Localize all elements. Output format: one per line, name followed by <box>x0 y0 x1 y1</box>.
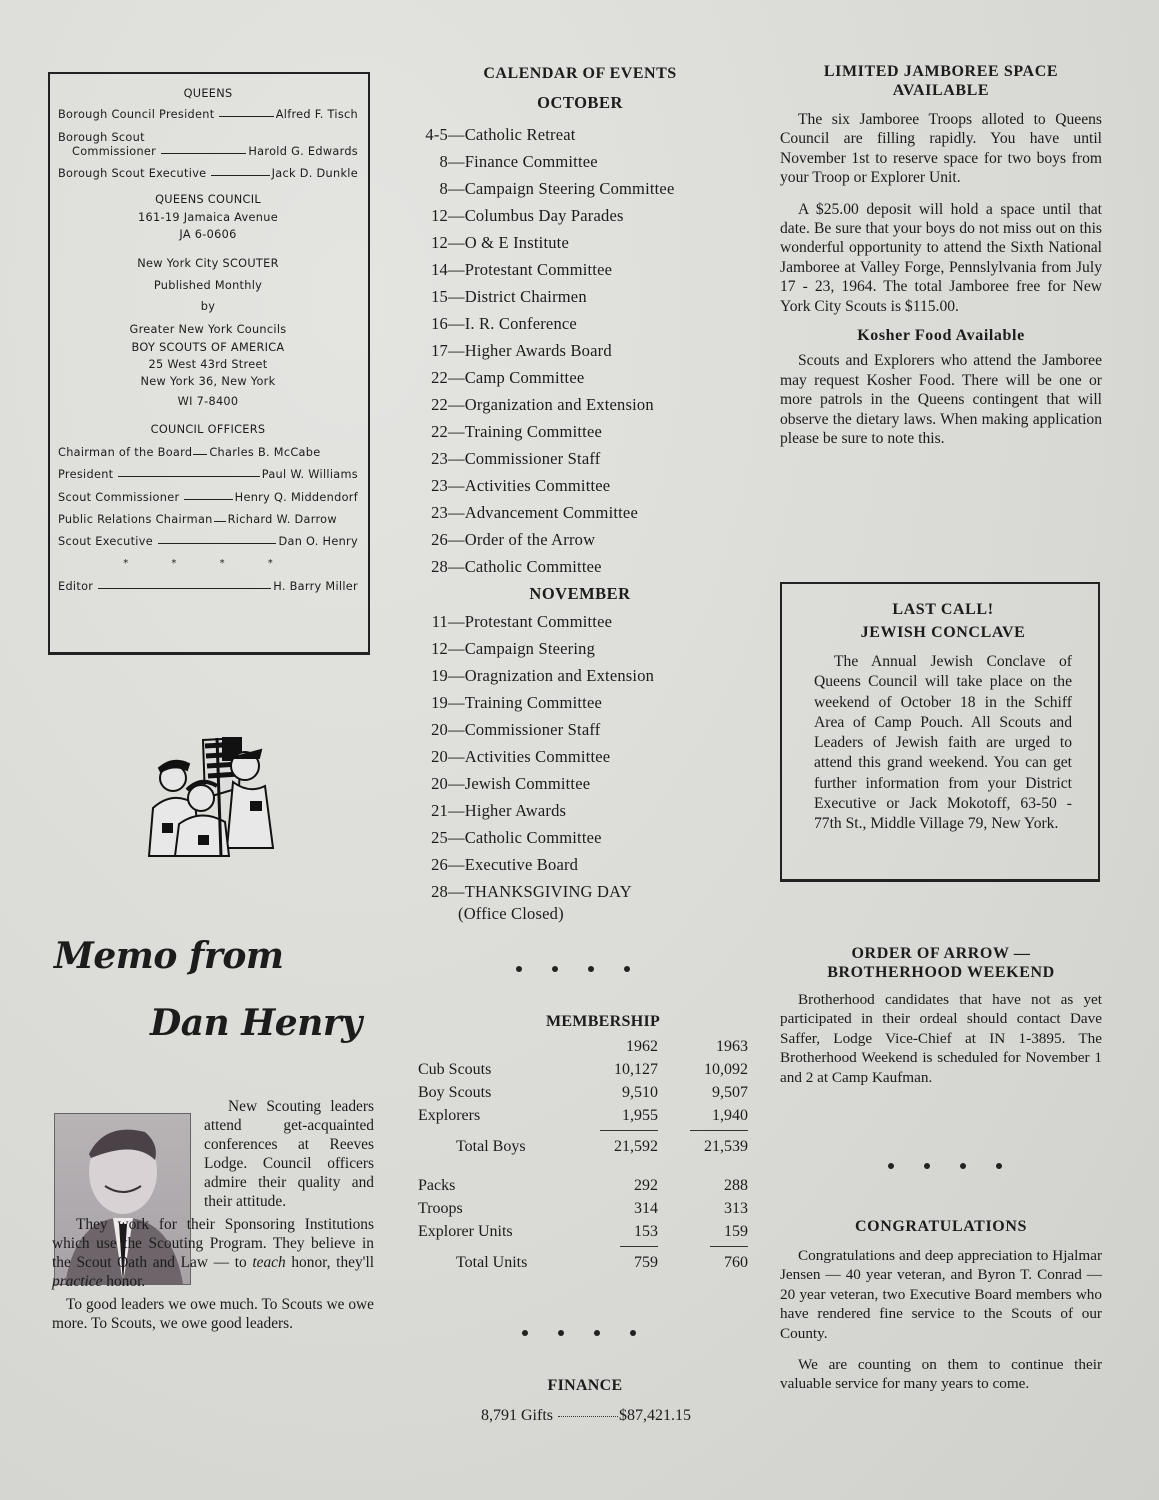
event-date: 17 <box>431 341 448 360</box>
event-date: 8 <box>439 179 448 198</box>
memo-title-line1: Memo from <box>54 935 284 977</box>
article-paragraph: The Annual Jewish Conclave of Queens Council will take place on the weekend of October 18 in the Schiff Area of Camp Pouch. All Scouts and Leaders of Jewish faith are urged to attend this grand weekend. You can get further information from your District Executive or Jack Mokotoff, 63-50 - 77th St., Middle Village 79, New York. <box>814 653 1072 833</box>
officer-row: Chairman of the Board Charles B. McCabe <box>58 446 321 460</box>
calendar-event: 4-5—Catholic Retreat <box>410 121 750 148</box>
leader-line <box>214 521 226 522</box>
row-label: Packs <box>418 1177 456 1194</box>
row-label: Boy Scouts <box>418 1084 492 1101</box>
event-date: 19 <box>431 666 448 685</box>
table-header-row: 1962 1963 <box>626 1038 748 1055</box>
event-name: I. R. Conference <box>464 314 577 333</box>
publisher-street: 25 West 43rd Street <box>148 357 268 371</box>
conclave-boxed-article <box>780 582 1100 882</box>
row-value: 313 <box>724 1200 748 1217</box>
event-date: 22 <box>431 395 448 414</box>
order-of-arrow-article <box>780 944 1102 1087</box>
event-name: Organization and Extension <box>464 395 654 414</box>
officer-row: Borough Scout Executive Jack D. Dunkle <box>58 167 358 181</box>
event-date: 25 <box>431 828 448 847</box>
event-date: 8 <box>439 152 448 171</box>
membership-title: MEMBERSHIP <box>545 1013 661 1030</box>
table-row <box>418 1174 748 1197</box>
leader-line <box>193 454 207 455</box>
calendar-event: 11—Protestant Committee <box>410 608 750 635</box>
officer-row: Scout Commissioner Henry Q. Middendorf <box>58 490 358 504</box>
calendar-event: 23—Commissioner Staff <box>410 445 750 472</box>
october-events <box>410 121 750 580</box>
leader-line <box>184 499 232 500</box>
officer-row: Public Relations Chairman Richard W. Darrow <box>58 512 337 526</box>
council-name: QUEENS COUNCIL <box>155 193 261 207</box>
event-date: 12 <box>431 639 448 658</box>
article-title: CONGRATULATIONS <box>855 1218 1027 1235</box>
sum-rule <box>418 1127 748 1135</box>
leader-line <box>158 543 276 544</box>
event-name: Order of the Arrow <box>464 530 596 549</box>
article-title: LAST CALL! JEWISH CONCLAVE <box>860 601 1026 641</box>
article-paragraph: We are counting on them to continue their valuable service for many years to come. <box>780 1356 1102 1393</box>
event-name: Campaign Steering <box>464 639 596 658</box>
calendar-event: 19—Oragnization and Extension <box>410 662 750 689</box>
event-name: Activities Committee <box>464 476 611 495</box>
event-date: 28 <box>431 557 448 576</box>
event-date: 4-5 <box>425 125 448 144</box>
table-total-row: Total Boys 21,592 21,539 <box>456 1138 748 1155</box>
article-paragraph: A $25.00 deposit will hold a space until that date. Be sure that your boys do not miss out on this wonderful opportunity to attend the Sixth National Jamboree at Valley Forge, Pennslylvania from July 17 - 23, 1964. The total Jamboree free for New York City Scouts is $115.00. <box>780 200 1102 315</box>
calendar-event: 23—Activities Committee <box>410 472 750 499</box>
table-row <box>418 1197 748 1220</box>
table-row <box>418 1220 748 1243</box>
publisher-name: Greater New York Councils <box>129 323 287 337</box>
row-label: Explorers <box>418 1107 481 1124</box>
event-date: 21 <box>431 801 448 820</box>
calendar-event: 12—O & E Institute <box>410 229 750 256</box>
dot-separator <box>516 966 630 972</box>
officer-row: Scout Executive Dan O. Henry <box>58 535 358 549</box>
sum-rule <box>418 1243 748 1251</box>
leader-line <box>118 476 259 477</box>
leader-line <box>558 1416 618 1417</box>
row-value: 153 <box>634 1223 658 1240</box>
leader-line <box>211 175 269 176</box>
calendar-event: 22—Training Committee <box>410 418 750 445</box>
event-name: Catholic Retreat <box>464 125 576 144</box>
event-date: 23 <box>431 476 448 495</box>
calendar-event: 14—Protestant Committee <box>410 256 750 283</box>
memo-paragraph: To good leaders we owe much. To Scouts we owe more. To Scouts, we owe good leaders. <box>52 1296 374 1332</box>
masthead-box <box>48 72 370 655</box>
memo-title-line2: Dan Henry <box>150 1002 362 1044</box>
event-name: Protestant Committee <box>464 260 613 279</box>
event-name: Higher Awards Board <box>464 341 612 360</box>
event-name: Executive Board <box>464 855 579 874</box>
event-name: THANKSGIVING DAY <box>464 882 632 901</box>
calendar-event: 16—I. R. Conference <box>410 310 750 337</box>
leader-line <box>219 116 273 117</box>
publication-name: New York City SCOUTER <box>137 257 279 271</box>
table-row <box>418 1104 748 1127</box>
article-paragraph: Scouts and Explorers who attend the Jamboree may request Kosher Food. There will be one or more patrols in the Queens contingent that will observe the dietary laws. When making application please be sure to note this. <box>780 352 1102 448</box>
event-name: Advancement Committee <box>464 503 638 522</box>
calendar-event: 25—Catholic Committee <box>410 824 750 851</box>
event-name: Finance Committee <box>464 152 598 171</box>
row-value: 288 <box>724 1177 748 1194</box>
table-row <box>418 1081 748 1104</box>
star-separator: * * * * <box>123 557 293 569</box>
calendar-event: 15—District Chairmen <box>410 283 750 310</box>
calendar-event: 20—Jewish Committee <box>410 770 750 797</box>
officers-heading: COUNCIL OFFICERS <box>150 422 266 436</box>
calendar-event: 8—Finance Committee <box>410 148 750 175</box>
event-name: Catholic Committee <box>464 557 602 576</box>
officer-row: President Paul W. Williams <box>58 468 358 482</box>
calendar-event: 28—Catholic Committee <box>410 553 750 580</box>
calendar-event: 22—Camp Committee <box>410 364 750 391</box>
officer-row: Borough Council President Alfred F. Tisch <box>58 108 358 122</box>
row-label: Troops <box>418 1200 463 1217</box>
leader-line <box>161 153 246 154</box>
publisher-phone: WI 7-8400 <box>177 395 239 409</box>
calendar-event: 19—Training Committee <box>410 689 750 716</box>
event-name: District Chairmen <box>464 287 587 306</box>
event-date: 12 <box>431 206 448 225</box>
calendar-event: 26—Executive Board <box>410 851 750 878</box>
event-date: 23 <box>431 503 448 522</box>
event-date: 20 <box>431 747 448 766</box>
publisher-city: New York 36, New York <box>140 375 276 389</box>
calendar-event: 17—Higher Awards Board <box>410 337 750 364</box>
article-title: LIMITED JAMBOREE SPACE AVAILABLE <box>823 63 1059 99</box>
calendar-event: 22—Organization and Extension <box>410 391 750 418</box>
event-date: 23 <box>431 449 448 468</box>
event-name: O & E Institute <box>464 233 569 252</box>
row-value: 9,510 <box>622 1084 658 1101</box>
row-value: 1,940 <box>712 1107 748 1124</box>
membership-table <box>418 1013 748 1274</box>
borough-heading: QUEENS <box>183 87 233 100</box>
event-date: 26 <box>431 530 448 549</box>
dot-separator <box>522 1330 636 1336</box>
event-date: 22 <box>431 422 448 441</box>
memo-body <box>52 1097 374 1333</box>
calendar-event: 20—Activities Committee <box>410 743 750 770</box>
calendar-event: 12—Campaign Steering <box>410 635 750 662</box>
row-value: 9,507 <box>712 1084 748 1101</box>
memo-paragraph: New Scouting leaders attend get-acquainted conferences at Reeves Lodge. Council officers admire their quality and their attitude. <box>204 1098 374 1210</box>
council-address: 161-19 Jamaica Avenue <box>138 210 278 224</box>
event-date: 12 <box>431 233 448 252</box>
officer-row: Commissioner Harold G. Edwards <box>72 144 358 158</box>
officer-role-line1: Borough Scout <box>58 130 145 144</box>
event-note: (Office Closed) <box>458 904 564 923</box>
event-date: 15 <box>431 287 448 306</box>
event-name: Campaign Steering Committee <box>464 179 675 198</box>
event-date: 11 <box>431 612 448 631</box>
calendar-event: 12—Columbus Day Parades <box>410 202 750 229</box>
dot-separator <box>888 1163 1002 1169</box>
event-date: 22 <box>431 368 448 387</box>
event-date: 19 <box>431 693 448 712</box>
event-name: Jewish Committee <box>464 774 591 793</box>
leader-line <box>98 588 271 589</box>
table-total-row: Total Units 759 760 <box>456 1254 748 1271</box>
publisher-org: BOY SCOUTS OF AMERICA <box>131 340 285 354</box>
event-date: 28 <box>431 882 448 901</box>
event-name: Oragnization and Extension <box>464 666 655 685</box>
calendar-of-events <box>410 65 750 925</box>
kosher-subtitle: Kosher Food Available <box>857 327 1025 345</box>
event-name: Catholic Committee <box>464 828 602 847</box>
article-paragraph: Brotherhood candidates that have not as yet participated in their ordeal should contact Dave Saffer, Lodge Vice-Chief at IN 1-3895. The Brotherhood Weekend is scheduled for November 1 and 2 at Camp Kaufman. <box>780 991 1102 1086</box>
event-date: 14 <box>431 260 448 279</box>
jamboree-article <box>780 62 1102 449</box>
calendar-event: 26—Order of the Arrow <box>410 526 750 553</box>
council-phone: JA 6-0606 <box>179 228 237 242</box>
finance-gifts-line: 8,791 Gifts $87,421.15 <box>481 1407 691 1424</box>
month-heading-november: NOVEMBER <box>529 584 631 603</box>
memo-paragraph: They work for their Sponsoring Institutions which use the Scouting Program. They believe in the Scout Oath and Law — to teach honor, they'll practice honor. <box>52 1216 374 1290</box>
row-label: Cub Scouts <box>418 1061 492 1078</box>
event-date: 20 <box>431 774 448 793</box>
row-value: 1,955 <box>622 1107 658 1124</box>
calendar-event: 20—Commissioner Staff <box>410 716 750 743</box>
event-name: Columbus Day Parades <box>464 206 624 225</box>
event-name: Commissioner Staff <box>464 720 601 739</box>
event-date: 26 <box>431 855 448 874</box>
event-name: Higher Awards <box>464 801 567 820</box>
table-row <box>418 1058 748 1081</box>
event-name: Training Committee <box>464 422 602 441</box>
event-date: 20 <box>431 720 448 739</box>
finance-section <box>410 1377 740 1425</box>
event-date: 16 <box>431 314 448 333</box>
row-value: 314 <box>634 1200 658 1217</box>
calendar-event: 8—Campaign Steering Committee <box>410 175 750 202</box>
publication-frequency: Published Monthly <box>153 278 263 292</box>
month-heading-october: OCTOBER <box>537 93 623 112</box>
article-paragraph: Congratulations and deep appreciation to Hjalmar Jensen — 40 year veteran, and Byron T. Conrad — 20 year veteran, two Executive Board members who have rendered fine service to the Scouts of our County. <box>780 1247 1102 1342</box>
publisher-by: by <box>200 299 216 313</box>
november-events <box>410 608 750 905</box>
scouts-flag-illustration <box>143 728 278 858</box>
event-name: Protestant Committee <box>464 612 613 631</box>
calendar-title: CALENDAR OF EVENTS <box>483 65 677 82</box>
congratulations-article <box>780 1217 1102 1394</box>
calendar-event: 23—Advancement Committee <box>410 499 750 526</box>
row-label: Explorer Units <box>418 1223 513 1240</box>
editor-row: Editor H. Barry Miller <box>58 579 358 593</box>
row-value: 10,127 <box>614 1061 658 1078</box>
finance-title: FINANCE <box>547 1377 623 1394</box>
row-value: 159 <box>724 1223 748 1240</box>
event-name: Activities Committee <box>464 747 611 766</box>
row-value: 292 <box>634 1177 658 1194</box>
event-name: Training Committee <box>464 693 602 712</box>
row-value: 10,092 <box>704 1061 748 1078</box>
event-name: Camp Committee <box>464 368 585 387</box>
event-name: Commissioner Staff <box>464 449 601 468</box>
article-paragraph: The six Jamboree Troops alloted to Queens Council are filling rapidly. You have until November 1st to reserve space for two boys from your Troop or Explorer Unit. <box>780 111 1102 187</box>
calendar-event: 28—THANKSGIVING DAY <box>410 878 750 905</box>
calendar-event: 21—Higher Awards <box>410 797 750 824</box>
article-title: ORDER OF ARROW — BROTHERHOOD WEEKEND <box>827 945 1055 981</box>
